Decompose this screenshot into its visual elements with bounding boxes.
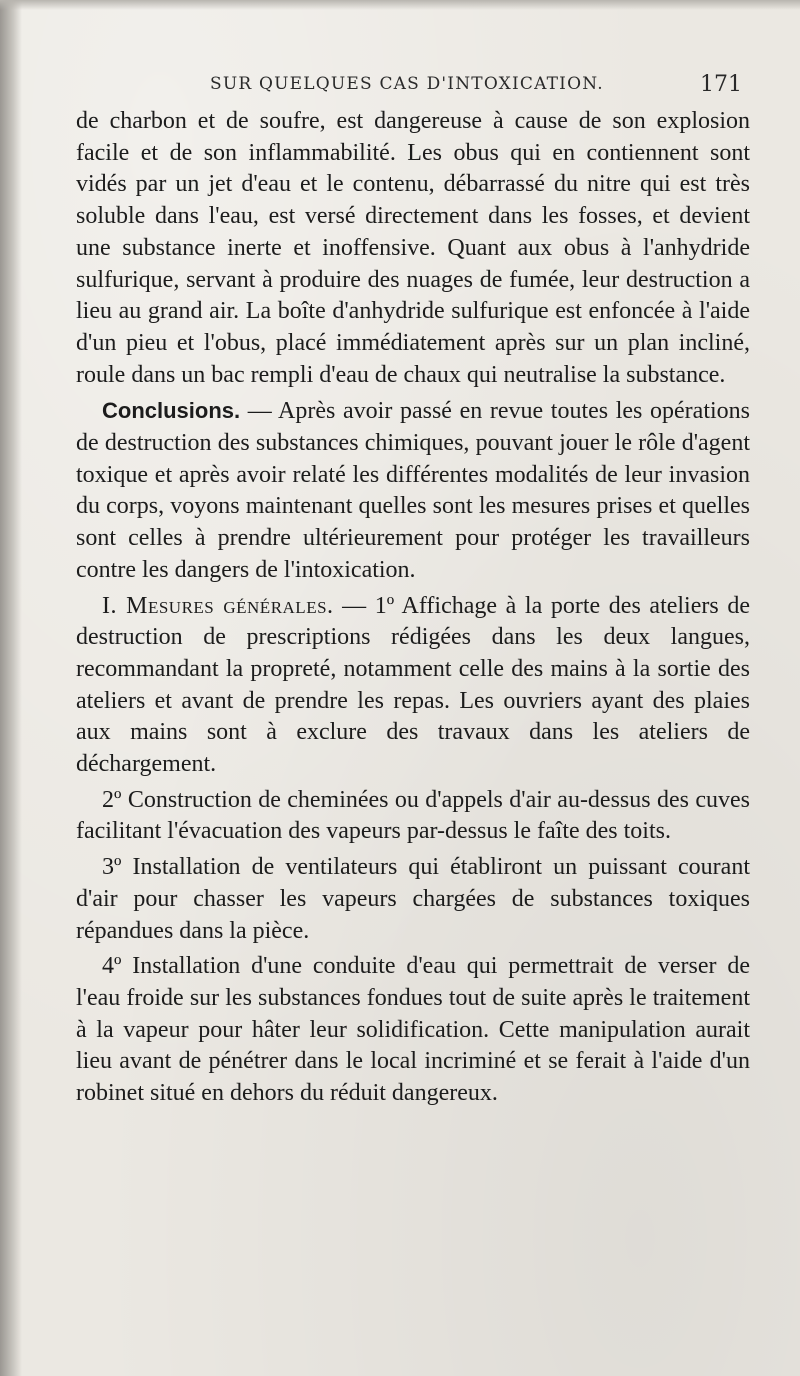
paragraph-text: 2º Construction de cheminées ou d'appels d'air au-dessus des cuves facilitant l'évacuation des vapeurs par-dessus le faîte des toits. <box>76 786 750 845</box>
running-head: SUR QUELQUES CAS D'INTOXICATION. <box>210 74 604 94</box>
page-number: 171 <box>700 72 742 97</box>
mesures-generales-heading: I. Mesures générales. <box>102 592 334 619</box>
paragraph-text: 4º Installation d'une conduite d'eau qui permettrait de verser de l'eau froide sur les substances fondues tout de suite après le traitement à la vapeur pour hâter leur solidification. Cette manipulation aurait lieu avant de pénétrer dans le local incriminé et se ferait à l'aide d'un robinet situé en dehors du réduit dangereux. <box>76 953 750 1107</box>
page-top-shadow <box>0 0 800 10</box>
paragraph-item-2 <box>76 785 750 848</box>
paragraph-text: — Après avoir passé en revue toutes les opérations de destruction des substances chimiques, pouvant jouer le rôle d'agent toxique et après avoir relaté les différentes modalités de leur invasion du corps, voyons maintenant quelles sont les mesures prises et quelles sont celles à prendre ultérieurement pour protéger les travailleurs contre les dangers de l'intoxication. <box>76 398 750 583</box>
paragraph-continuation <box>76 106 750 391</box>
paragraph-item-4 <box>76 951 750 1110</box>
conclusions-heading: Conclusions. <box>102 398 241 424</box>
page-gutter-shadow <box>0 0 22 1376</box>
paragraph-item-3 <box>76 852 750 947</box>
paragraph-text: — 1º Affichage à la porte des ateliers de destruction de prescriptions rédigées dans les deux langues, recommandant la propreté, notamment celle des mains à la sortie des ateliers et avant de prendre les repas. Les ouvriers ayant des plaies aux mains sont à exclure des travaux dans les ateliers de déchargement. <box>76 592 750 778</box>
paragraph-text: 3º Installation de ventilateurs qui établiront un puissant courant d'air pour chasser les vapeurs chargées de substances toxiques répandues dans la pièce. <box>76 854 750 944</box>
body-text <box>76 106 750 1114</box>
paragraph-mesures-generales <box>76 591 750 781</box>
paragraph-conclusions <box>76 395 750 586</box>
paragraph-text: de charbon et de soufre, est dangereuse à cause de son explosion facile et de son inflammabilité. Les obus qui en contiennent sont vidés par un jet d'eau et le contenu, débarrassé du nitre qui est très soluble dans l'eau, est versé directement dans les fosses, et devient une substance inerte et inoffensive. Quant aux obus à l'anhydride sulfurique, servant à produire des nuages de fumée, leur destruction a lieu au grand air. La boîte d'anhydride sulfurique est enfoncée à l'aide d'un pieu et l'obus, placé immédiatement après sur un plan incliné, roule dans un bac rempli d'eau de chaux qui neutralise la substance. <box>76 108 750 388</box>
